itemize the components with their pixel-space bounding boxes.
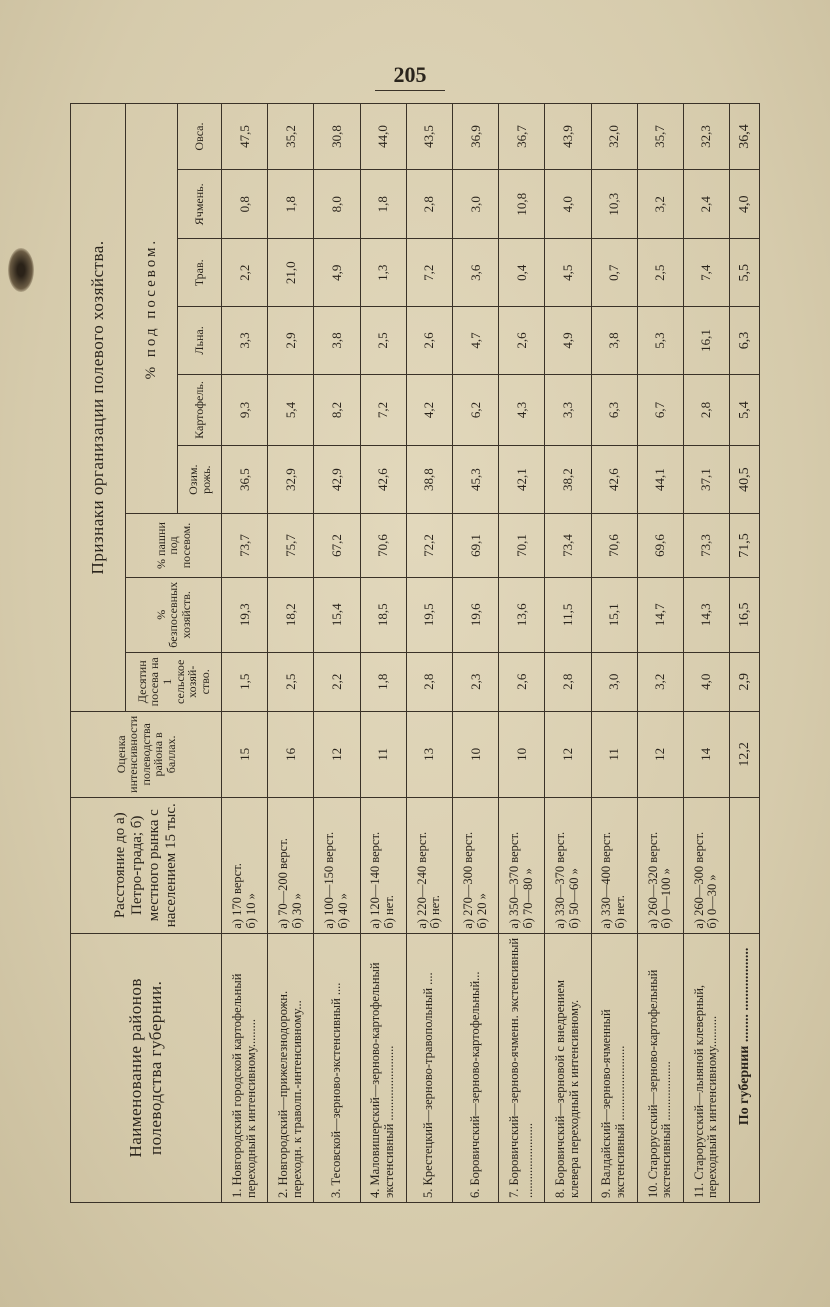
row-no-sowing: 14,7 — [637, 577, 683, 652]
row-distance-b: б) нет. — [428, 895, 443, 929]
row-oats: 36,7 — [499, 104, 545, 170]
binding-hole — [8, 248, 34, 292]
row-barley: 8,0 — [314, 170, 360, 239]
row-distance — [222, 797, 268, 933]
row-distance-a: а) 270—300 верст. — [460, 831, 475, 929]
row-barley: 3,2 — [637, 170, 683, 239]
header-crop-grass: Трав. — [178, 239, 222, 307]
table-row — [683, 104, 729, 1203]
header-under-sowing: % под посевом. — [126, 104, 178, 514]
row-name: 2. Новгородский—прижелезнодорожн. переходн. к траволп.-интенсивному... — [268, 933, 314, 1202]
row-oats: 30,8 — [314, 104, 360, 170]
row-intensity: 13 — [406, 711, 452, 797]
total-rye: 40,5 — [730, 446, 760, 514]
row-rye: 38,2 — [545, 446, 591, 514]
row-plowland: 72,2 — [406, 514, 452, 578]
row-potato: 3,3 — [545, 374, 591, 445]
row-plowland: 70,6 — [360, 514, 406, 578]
row-no-sowing: 18,5 — [360, 577, 406, 652]
row-grass: 0,4 — [499, 239, 545, 307]
row-no-sowing: 19,6 — [452, 577, 498, 652]
total-flax: 6,3 — [730, 307, 760, 375]
row-flax: 5,3 — [637, 307, 683, 375]
row-potato: 4,2 — [406, 374, 452, 445]
total-potato: 5,4 — [730, 374, 760, 445]
row-rye: 42,9 — [314, 446, 360, 514]
row-flax: 2,5 — [360, 307, 406, 375]
row-distance-a: а) 120—140 верст. — [368, 831, 383, 929]
table-row — [314, 104, 360, 1203]
agriculture-districts-table — [70, 103, 760, 1203]
row-plowland: 73,4 — [545, 514, 591, 578]
row-distance-b: б) 0—30 » — [705, 874, 720, 929]
row-flax: 2,6 — [406, 307, 452, 375]
row-name: 7. Боровичский—зерново-ячменн. экстенсивный ........................ — [499, 933, 545, 1202]
row-barley: 1,8 — [360, 170, 406, 239]
row-barley: 10,8 — [499, 170, 545, 239]
row-name: 10. Старорусский—зерново-картофельный экстенсивный ................... — [637, 933, 683, 1202]
row-plowland: 70,1 — [499, 514, 545, 578]
row-oats: 47,5 — [222, 104, 268, 170]
total-intensity: 12,2 — [730, 711, 760, 797]
row-dessiatins: 4,0 — [683, 652, 729, 711]
row-intensity: 10 — [452, 711, 498, 797]
row-rye: 42,6 — [591, 446, 637, 514]
row-distance-b: б) нет. — [613, 895, 628, 929]
rotated-table-container — [70, 103, 760, 1203]
row-dessiatins: 1,5 — [222, 652, 268, 711]
table-row — [545, 104, 591, 1203]
table-row — [406, 104, 452, 1203]
row-dessiatins: 2,6 — [499, 652, 545, 711]
header-distance: Расстояние до а) Петро-града; б) местного рынка с населением 15 тыс. — [71, 797, 222, 933]
header-intensity: Оценка интенсивности полеводства района в баллах. — [71, 711, 222, 797]
row-potato: 6,3 — [591, 374, 637, 445]
row-dessiatins: 2,2 — [314, 652, 360, 711]
row-intensity: 12 — [314, 711, 360, 797]
row-distance — [499, 797, 545, 933]
row-distance-b: б) нет. — [382, 895, 397, 929]
row-name: 8. Боровичский—зерновой с внедрением клевера переходный к интенсивному. — [545, 933, 591, 1202]
row-distance — [545, 797, 591, 933]
row-no-sowing: 19,3 — [222, 577, 268, 652]
total-oats: 36,4 — [730, 104, 760, 170]
row-distance — [268, 797, 314, 933]
row-potato: 7,2 — [360, 374, 406, 445]
row-grass: 0,7 — [591, 239, 637, 307]
row-grass: 3,6 — [452, 239, 498, 307]
row-plowland: 70,6 — [591, 514, 637, 578]
total-barley: 4,0 — [730, 170, 760, 239]
row-name: 9. Валдайский—зерново-ячменный экстенсивный ........................ — [591, 933, 637, 1202]
row-barley: 0,8 — [222, 170, 268, 239]
row-dessiatins: 2,3 — [452, 652, 498, 711]
table-row — [637, 104, 683, 1203]
row-plowland: 73,7 — [222, 514, 268, 578]
row-grass: 4,9 — [314, 239, 360, 307]
row-barley: 10,3 — [591, 170, 637, 239]
row-barley: 4,0 — [545, 170, 591, 239]
row-distance-b: б) 30 » — [289, 893, 304, 929]
header-no-sowing: % безпосевных хозяйств. — [126, 577, 222, 652]
row-barley: 2,4 — [683, 170, 729, 239]
row-distance-a: а) 330—400 верст. — [599, 831, 614, 929]
row-plowland: 69,6 — [637, 514, 683, 578]
row-plowland: 67,2 — [314, 514, 360, 578]
row-dessiatins: 1,8 — [360, 652, 406, 711]
row-name: 4. Маловишерский—зерново-картофельный экстенсивный ........................ — [360, 933, 406, 1202]
row-distance-a: а) 260—300 верст. — [691, 831, 706, 929]
row-potato: 6,2 — [452, 374, 498, 445]
row-name: 3. Тесовской—зерново-экстенсивный .... — [314, 933, 360, 1202]
row-no-sowing: 18,2 — [268, 577, 314, 652]
row-grass: 4,5 — [545, 239, 591, 307]
header-group-title: Признаки организации полевого хозяйства. — [71, 104, 126, 712]
header-crop-barley: Ячмень. — [178, 170, 222, 239]
row-intensity: 10 — [499, 711, 545, 797]
row-dessiatins: 2,5 — [268, 652, 314, 711]
row-flax: 3,8 — [591, 307, 637, 375]
row-distance — [637, 797, 683, 933]
row-plowland: 73,3 — [683, 514, 729, 578]
row-intensity: 14 — [683, 711, 729, 797]
row-distance — [314, 797, 360, 933]
row-plowland: 69,1 — [452, 514, 498, 578]
row-oats: 32,3 — [683, 104, 729, 170]
row-no-sowing: 15,1 — [591, 577, 637, 652]
row-intensity: 15 — [222, 711, 268, 797]
row-potato: 5,4 — [268, 374, 314, 445]
row-rye: 32,9 — [268, 446, 314, 514]
row-plowland: 75,7 — [268, 514, 314, 578]
row-intensity: 12 — [637, 711, 683, 797]
row-name: 1. Новгородский городской картофельный переходный к интенсивному......... — [222, 933, 268, 1202]
row-name: 5. Крестецкий—зерново-травопольный .... — [406, 933, 452, 1202]
header-crop-oats: Овса. — [178, 104, 222, 170]
row-distance-a: а) 350—370 верст. — [506, 831, 521, 929]
row-barley: 1,8 — [268, 170, 314, 239]
row-distance-a: а) 260—320 верст. — [645, 831, 660, 929]
row-rye: 37,1 — [683, 446, 729, 514]
row-flax: 16,1 — [683, 307, 729, 375]
row-distance-a: а) 100—150 верст. — [322, 831, 337, 929]
row-rye: 36,5 — [222, 446, 268, 514]
table-body — [222, 104, 760, 1203]
header-plowland: % пашни под посевом. — [126, 514, 222, 578]
row-flax: 2,9 — [268, 307, 314, 375]
table-row — [222, 104, 268, 1203]
header-dessiatins: Десятин посева на 1 сельское хозяй-ство. — [126, 652, 222, 711]
row-distance-b: б) 20 » — [474, 893, 489, 929]
table-row — [591, 104, 637, 1203]
row-distance-a: а) 170 верст. — [229, 863, 244, 929]
header-crop-flax: Льна. — [178, 307, 222, 375]
row-flax: 4,7 — [452, 307, 498, 375]
page-number-rule — [375, 90, 445, 91]
row-potato: 6,7 — [637, 374, 683, 445]
row-barley: 2,8 — [406, 170, 452, 239]
row-rye: 42,1 — [499, 446, 545, 514]
row-grass: 2,5 — [637, 239, 683, 307]
row-distance-b: б) 50—60 » — [566, 868, 581, 929]
header-crop-rye: Озим. рожь. — [178, 446, 222, 514]
table-row — [452, 104, 498, 1203]
row-distance — [406, 797, 452, 933]
header-crop-potato: Картофель. — [178, 374, 222, 445]
row-intensity: 16 — [268, 711, 314, 797]
row-dessiatins: 2,8 — [545, 652, 591, 711]
row-distance — [452, 797, 498, 933]
row-distance-b: б) 10 » — [243, 893, 258, 929]
row-rye: 44,1 — [637, 446, 683, 514]
row-distance — [683, 797, 729, 933]
row-distance-a: а) 330—370 верст. — [553, 831, 568, 929]
row-no-sowing: 19,5 — [406, 577, 452, 652]
row-potato: 4,3 — [499, 374, 545, 445]
row-distance-a: а) 220—240 верст. — [414, 831, 429, 929]
row-oats: 32,0 — [591, 104, 637, 170]
table-row — [268, 104, 314, 1203]
row-no-sowing: 14,3 — [683, 577, 729, 652]
row-flax: 4,9 — [545, 307, 591, 375]
row-dessiatins: 2,8 — [406, 652, 452, 711]
total-dessiatins: 2,9 — [730, 652, 760, 711]
row-oats: 43,5 — [406, 104, 452, 170]
row-oats: 35,2 — [268, 104, 314, 170]
row-rye: 38,8 — [406, 446, 452, 514]
row-distance-a: а) 70—200 верст. — [276, 838, 291, 929]
row-grass: 1,3 — [360, 239, 406, 307]
row-intensity: 12 — [545, 711, 591, 797]
table-row — [360, 104, 406, 1203]
row-name: 6. Боровичский—зерново-картофельный... — [452, 933, 498, 1202]
row-barley: 3,0 — [452, 170, 498, 239]
row-grass: 21,0 — [268, 239, 314, 307]
row-distance-b: б) 0—100 » — [659, 868, 674, 929]
row-rye: 45,3 — [452, 446, 498, 514]
row-grass: 2,2 — [222, 239, 268, 307]
row-no-sowing: 11,5 — [545, 577, 591, 652]
row-dessiatins: 3,0 — [591, 652, 637, 711]
row-flax: 3,8 — [314, 307, 360, 375]
row-distance — [360, 797, 406, 933]
row-oats: 44,0 — [360, 104, 406, 170]
row-distance — [591, 797, 637, 933]
row-grass: 7,4 — [683, 239, 729, 307]
row-dessiatins: 3,2 — [637, 652, 683, 711]
total-distance-empty — [730, 797, 760, 933]
row-potato: 8,2 — [314, 374, 360, 445]
row-no-sowing: 13,6 — [499, 577, 545, 652]
row-oats: 36,9 — [452, 104, 498, 170]
row-distance-b: б) 70—80 » — [520, 868, 535, 929]
row-grass: 7,2 — [406, 239, 452, 307]
row-oats: 43,9 — [545, 104, 591, 170]
table-total-row — [730, 104, 760, 1203]
row-flax: 3,3 — [222, 307, 268, 375]
row-intensity: 11 — [591, 711, 637, 797]
row-potato: 9,3 — [222, 374, 268, 445]
total-name: По губернии ........ .................. — [730, 933, 760, 1202]
row-oats: 35,7 — [637, 104, 683, 170]
total-grass: 5,5 — [730, 239, 760, 307]
table-row — [499, 104, 545, 1203]
row-potato: 2,8 — [683, 374, 729, 445]
total-no-sowing: 16,5 — [730, 577, 760, 652]
header-district-name: Наименование районов полеводства губернии. — [71, 933, 222, 1202]
row-rye: 42,6 — [360, 446, 406, 514]
row-intensity: 11 — [360, 711, 406, 797]
row-name: 11. Старорусский—льняной клеверный, переходный к интенсивному.......... — [683, 933, 729, 1202]
row-flax: 2,6 — [499, 307, 545, 375]
total-plowland: 71,5 — [730, 514, 760, 578]
page-number: 205 — [393, 62, 427, 87]
row-no-sowing: 15,4 — [314, 577, 360, 652]
row-distance-b: б) 40 » — [335, 893, 350, 929]
